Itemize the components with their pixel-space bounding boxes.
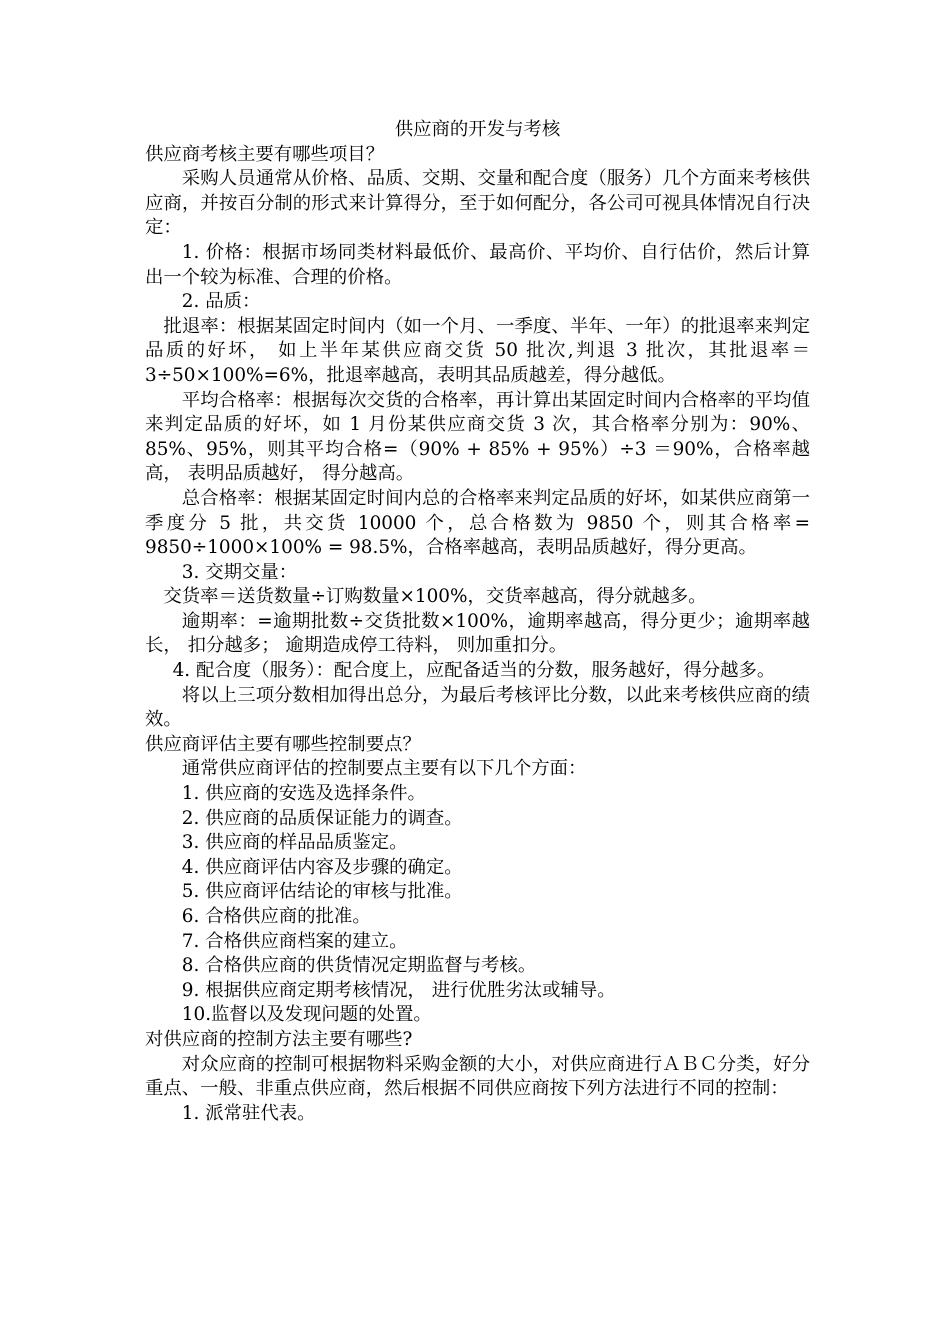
paragraph: 对众应商的控制可根据物料采购金额的大小，对供应商进行ＡＢＣ分类，好分重点、一般、非重点供应商，然后根据不同供应商按下列方法进行不同的控制： <box>145 1053 810 1100</box>
paragraph: 逾期率：=逾期批数÷交货批数×100%，逾期率越高，得分更少；逾期率越长， 扣分越多； 逾期造成停工待料， 则加重扣分。 <box>145 610 810 657</box>
section-heading: 供应商考核主要有哪些项目？ <box>145 143 385 165</box>
list-item: 5. 供应商评估结论的审核与批准。 <box>181 881 463 903</box>
list-item: 8. 合格供应商的供货情况定期监督与考核。 <box>181 955 537 977</box>
paragraph: 3. 交期交量： <box>181 561 298 583</box>
section-evaluation-points <box>145 733 810 1028</box>
paragraph: 通常供应商评估的控制要点主要有以下几个方面： <box>181 758 587 780</box>
section-heading: 对供应商的控制方法主要有哪些? <box>145 1028 413 1050</box>
section-heading: 供应商评估主要有哪些控制要点？ <box>145 733 421 755</box>
paragraph: 1. 价格：根据市场同类材料最低价、最高价、平均价、自行估价，然后计算出一个较为标准、合理的价格。 <box>145 241 810 288</box>
document-title: 供应商的开发与考核 <box>394 119 561 140</box>
list-item: 10.监督以及发现问题的处置。 <box>181 1004 432 1026</box>
paragraph: 总合格率：根据某固定时间内总的合格率来判定品质的好坏，如某供应商第一季度分 5 批，共交货 10000 个，总合格数为 9850 个，则其合格率= 9850÷1000×100% = 98.5%，合格率越高，表明品质越好，得分更高。 <box>145 487 810 559</box>
paragraph: 将以上三项分数相加得出总分，为最后考核评比分数，以此来考核供应商的绩效。 <box>145 684 810 731</box>
document-page <box>145 118 810 1126</box>
paragraph: 4. 配合度（服务）：配合度上，应配备适当的分数，服务越好，得分越多。 <box>172 660 776 682</box>
paragraph: 2. 品质： <box>181 291 261 313</box>
paragraph: 交货率＝送货数量÷订购数量×100%，交货率越高，得分就越多。 <box>163 586 707 608</box>
paragraph: 平均合格率：根据每次交货的合格率，再计算出某固定时间内合格率的平均值来判定品质的好坏，如 1 月份某供应商交货 3 次，其合格率分别为：90%、85%、95%，则其平均合格=（90% + 85% + 95%）÷3 ＝90%，合格率越高， 表明品质越好， 得分越高。 <box>145 389 810 485</box>
section-control-methods <box>145 1028 810 1126</box>
list-item: 4. 供应商评估内容及步骤的确定。 <box>181 856 463 878</box>
list-item: 6. 合格供应商的批准。 <box>181 906 371 927</box>
list-item: 1. 供应商的安选及选择条件。 <box>181 783 426 805</box>
list-item: 3. 供应商的样品品质鉴定。 <box>181 832 408 854</box>
list-item: 2. 供应商的品质保证能力的调查。 <box>181 807 463 829</box>
paragraph: 批退率：根据某固定时间内（如一个月、一季度、半年、一年）的批退率来判定品质的好坏， 如上半年某供应商交货 50 批次,判退 3 批次，其批退率＝3÷50×100%=6%，批退率越高，表明其品质越差，得分越低。 <box>145 315 810 386</box>
list-item: 9. 根据供应商定期考核情况， 进行优胜劣汰或辅导。 <box>181 979 616 1001</box>
list-item: 7. 合格供应商档案的建立。 <box>181 930 408 952</box>
list-item: 1. 派常驻代表。 <box>181 1102 316 1124</box>
section-assessment-items <box>145 143 810 733</box>
paragraph: 采购人员通常从价格、品质、交期、交量和配合度（服务）几个方面来考核供应商，并按百分制的形式来计算得分，至于如何配分，各公司可视具体情况自行决定： <box>145 168 810 239</box>
